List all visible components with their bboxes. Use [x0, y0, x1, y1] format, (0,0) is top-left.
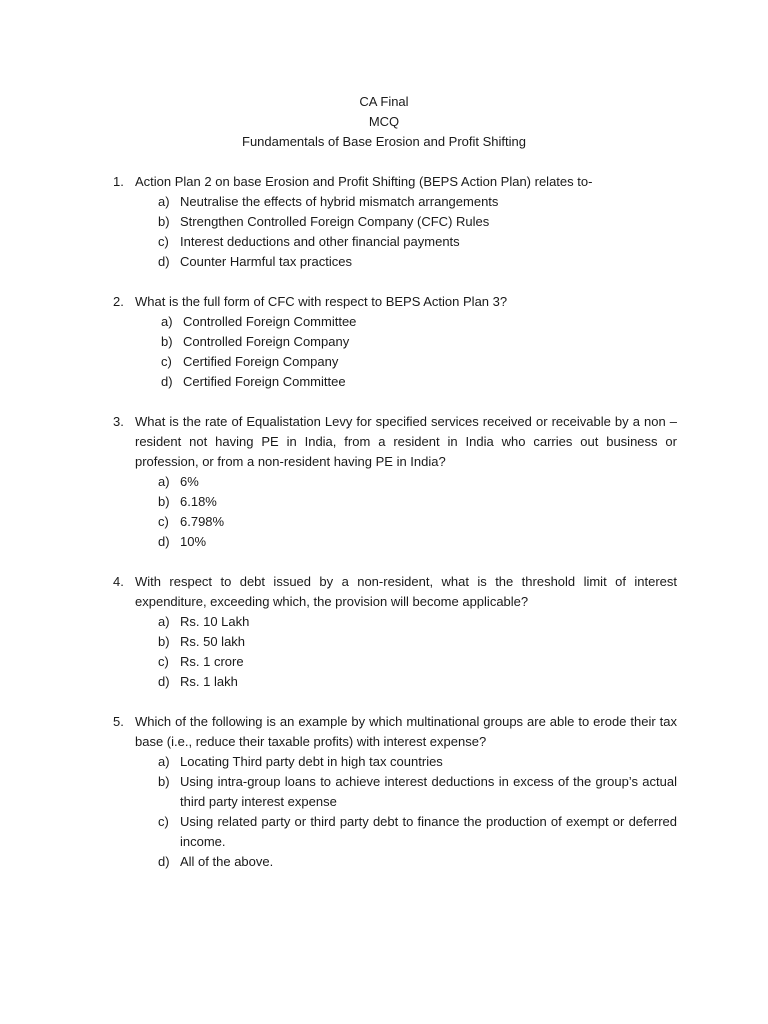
option-text: 10%: [180, 534, 207, 549]
question-number: 3.: [113, 414, 124, 429]
question-number: 5.: [113, 714, 124, 729]
option-letter: c): [158, 234, 169, 249]
option-b: [158, 212, 677, 232]
option-a: [158, 612, 677, 632]
question-text: What is the full form of CFC with respect to BEPS Action Plan 3?: [135, 294, 508, 309]
option-c: [158, 652, 677, 672]
question-1: [113, 172, 677, 272]
option-d: [158, 852, 677, 872]
option-text: Rs. 1 lakh: [180, 674, 238, 689]
option-d: [158, 252, 677, 272]
document-header: [0, 92, 768, 152]
option-text: Neutralise the effects of hybrid mismatch arrangements: [180, 194, 499, 209]
option-c: [158, 512, 677, 532]
option-a: [161, 312, 677, 332]
header-type: MCQ: [368, 114, 400, 129]
option-b: [161, 332, 677, 352]
option-d: [158, 532, 677, 552]
option-list: [158, 472, 677, 552]
option-letter: a): [158, 474, 170, 489]
option-letter: d): [161, 374, 173, 389]
option-list: [158, 752, 677, 872]
option-text: Counter Harmful tax practices: [180, 254, 352, 269]
option-text: Strengthen Controlled Foreign Company (CFC) Rules: [180, 214, 490, 229]
header-course: CA Final: [359, 94, 409, 109]
option-a: [158, 752, 677, 772]
option-letter: a): [158, 754, 170, 769]
question-text: With respect to debt issued by a non-resident, what is the threshold limit of interest expenditure, exceeding which, the provision will become applicable?: [135, 574, 677, 609]
option-list: [158, 192, 677, 272]
question-text: What is the rate of Equalistation Levy for specified services received or receivable by a non – resident not having PE in India, from a resident in India who carries out business or profession, or from a non-resident having PE in India?: [135, 414, 677, 469]
option-letter: c): [158, 814, 169, 829]
option-text: Locating Third party debt in high tax countries: [180, 754, 443, 769]
option-c: [158, 232, 677, 252]
option-letter: b): [161, 334, 173, 349]
option-b: [158, 632, 677, 652]
option-d: [161, 372, 677, 392]
option-letter: a): [158, 194, 170, 209]
option-letter: d): [158, 534, 170, 549]
question-list: [113, 172, 677, 892]
option-list: [158, 612, 677, 692]
question-5: [113, 712, 677, 872]
option-text: Rs. 1 crore: [180, 654, 244, 669]
option-list: [161, 312, 677, 392]
option-text: Interest deductions and other financial payments: [180, 234, 460, 249]
option-c: [161, 352, 677, 372]
option-text: Using related party or third party debt to finance the production of exempt or deferred income.: [180, 814, 677, 849]
question-text: Action Plan 2 on base Erosion and Profit Shifting (BEPS Action Plan) relates to-: [135, 174, 593, 189]
option-text: All of the above.: [180, 854, 274, 869]
option-b: [158, 492, 677, 512]
option-letter: c): [158, 514, 169, 529]
option-letter: d): [158, 854, 170, 869]
option-letter: b): [158, 774, 170, 789]
question-number: 4.: [113, 574, 124, 589]
option-text: Controlled Foreign Company: [183, 334, 350, 349]
question-number: 1.: [113, 174, 124, 189]
option-text: 6%: [180, 474, 199, 489]
option-letter: b): [158, 494, 170, 509]
question-3: [113, 412, 677, 552]
option-letter: b): [158, 214, 170, 229]
header-topic: Fundamentals of Base Erosion and Profit Shifting: [242, 134, 526, 149]
option-text: Certified Foreign Company: [183, 354, 339, 369]
question-4: [113, 572, 677, 692]
question-text: Which of the following is an example by which multinational groups are able to erode their tax base (i.e., reduce their taxable profits) with interest expense?: [135, 714, 677, 749]
option-letter: d): [158, 674, 170, 689]
option-letter: a): [158, 614, 170, 629]
option-a: [158, 472, 677, 492]
option-b: [158, 772, 677, 812]
option-letter: d): [158, 254, 170, 269]
question-2: [113, 292, 677, 392]
option-a: [158, 192, 677, 212]
option-text: Rs. 10 Lakh: [180, 614, 250, 629]
option-d: [158, 672, 677, 692]
option-letter: a): [161, 314, 173, 329]
option-text: Using intra-group loans to achieve interest deductions in excess of the group’s actual third party interest expense: [180, 774, 677, 809]
option-c: [158, 812, 677, 852]
option-text: Rs. 50 lakh: [180, 634, 246, 649]
option-text: 6.798%: [180, 514, 225, 529]
question-number: 2.: [113, 294, 124, 309]
option-text: Controlled Foreign Committee: [183, 314, 357, 329]
option-letter: c): [161, 354, 172, 369]
option-text: Certified Foreign Committee: [183, 374, 346, 389]
option-letter: c): [158, 654, 169, 669]
option-letter: b): [158, 634, 170, 649]
option-text: 6.18%: [180, 494, 217, 509]
